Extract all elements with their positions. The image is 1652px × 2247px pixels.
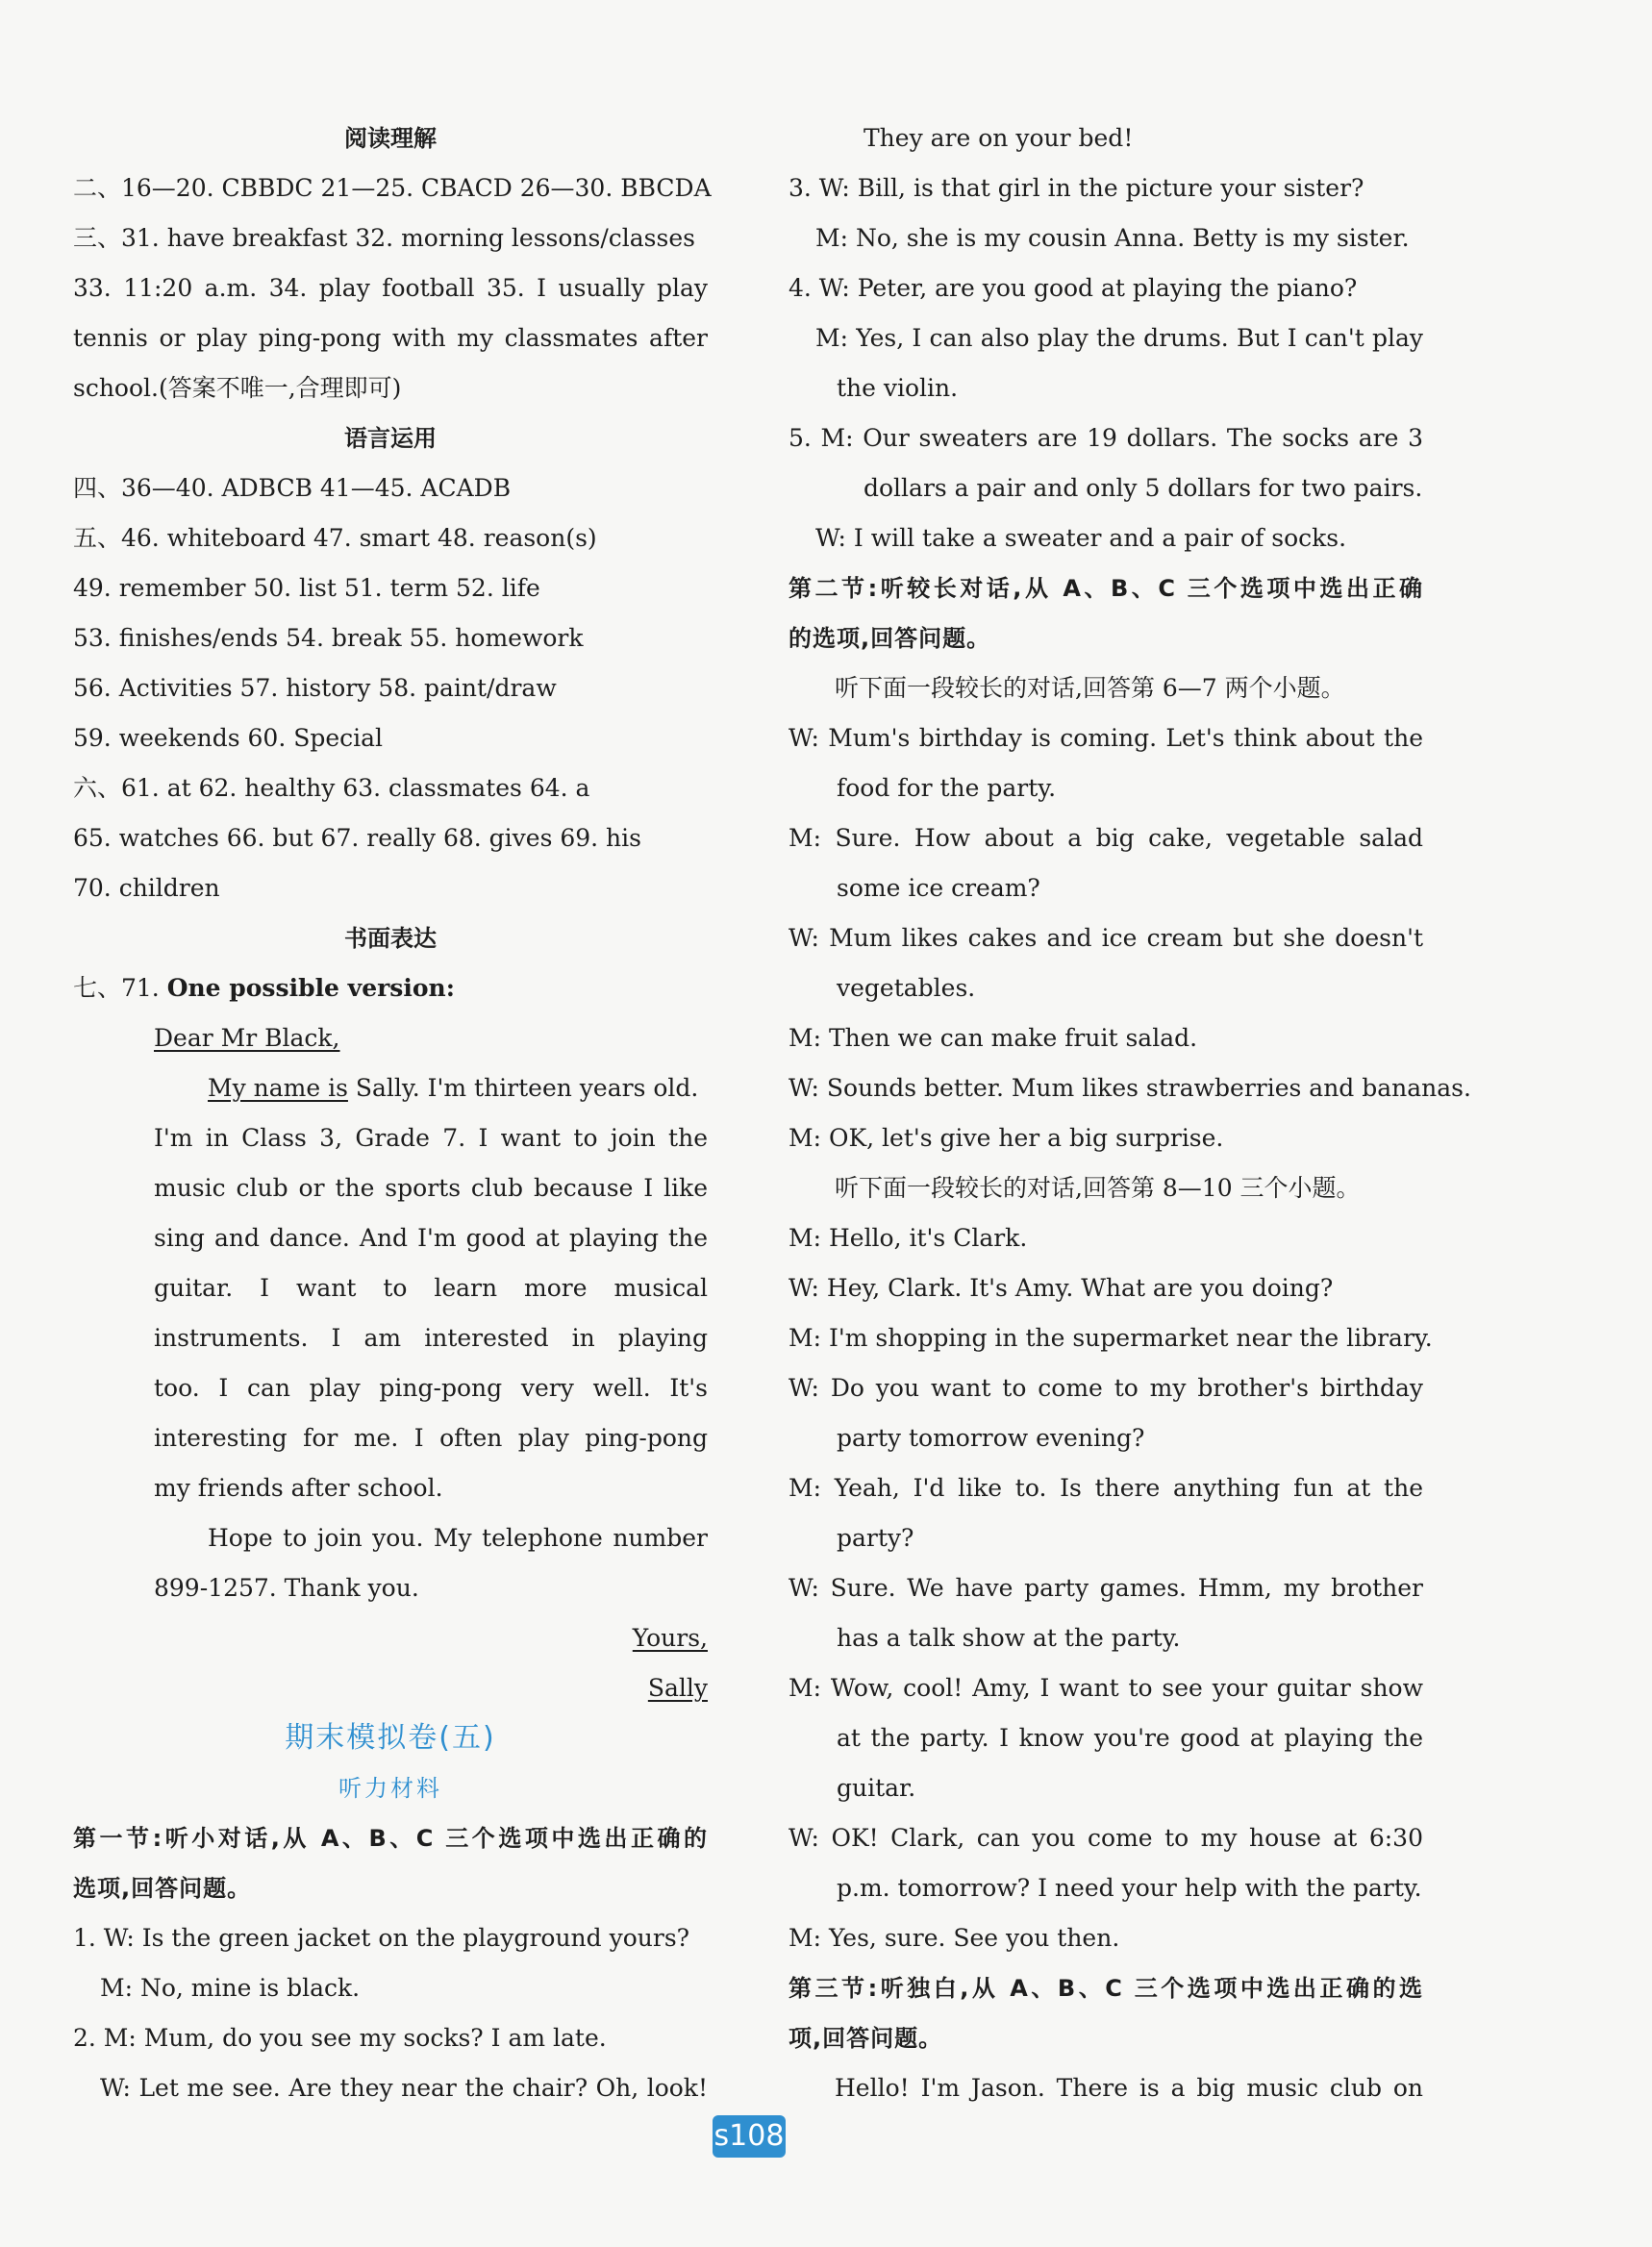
dialogue-line: 2. M: Mum, do you see my socks? I am late.	[73, 2024, 607, 2052]
page-number: s108	[713, 2115, 786, 2158]
letter-line: instruments. I am interested in playing	[154, 1324, 708, 1352]
answer-line: 53. finishes/ends 54. break 55. homework	[73, 624, 584, 652]
section-heading: 选项,回答问题。	[73, 1875, 252, 1902]
dialogue-line: dollars a pair and only 5 dollars for two pairs.	[864, 474, 1423, 502]
letter-line: I'm in Class 3, Grade 7. I want to join the	[154, 1124, 708, 1152]
letter-line: my friends after school.	[154, 1474, 443, 1502]
exam-title: 期末模拟卷(五)	[285, 1721, 496, 1755]
left-column	[73, 113, 712, 2113]
letter-line: sing and dance. And I'm good at playing the	[154, 1224, 708, 1252]
letter-closing	[73, 1613, 708, 1663]
section-heading: 第三节:听独白,从 A、B、C 三个选项中选出正确的选	[788, 1975, 1423, 2002]
dialogue-line: 1. W: Is the green jacket on the playground yours?	[73, 1924, 690, 1952]
answer-line: 56. Activities 57. history 58. paint/draw	[73, 674, 557, 702]
sample-version-label: One possible version:	[166, 974, 455, 1002]
answer-line: 49. remember 50. list 51. term 52. life	[73, 574, 540, 602]
dialogue-line: at the party. I know you're good at playing the	[837, 1724, 1423, 1752]
dialogue-line: M: I'm shopping in the supermarket near the library.	[788, 1324, 1433, 1352]
letter-line	[73, 1063, 708, 1113]
answer-line: 三、31. have breakfast 32. morning lessons/classes	[73, 224, 695, 252]
letter-closing-text: Yours,	[632, 1624, 708, 1652]
answer-line: school.(答案不唯一,合理即可)	[73, 374, 402, 402]
writing-answer-label	[73, 963, 708, 1013]
dialogue-line: guitar.	[837, 1774, 916, 1802]
reading-heading: 阅读理解	[344, 125, 437, 152]
dialogue-line: W: Mum likes cakes and ice cream but she doesn't	[788, 924, 1423, 952]
dialogue-line: M: Hello, it's Clark.	[788, 1224, 1028, 1252]
answer-line: 五、46. whiteboard 47. smart 48. reason(s)	[73, 524, 597, 552]
letter-line: 899-1257. Thank you.	[154, 1574, 419, 1602]
dialogue-line: some ice cream?	[837, 874, 1040, 902]
dialogue-line: M: Then we can make fruit salad.	[788, 1024, 1198, 1052]
dialogue-line: W: Hey, Clark. It's Amy. What are you doing?	[788, 1274, 1334, 1302]
dialogue-intro: 听下面一段较长的对话,回答第 6—7 两个小题。	[835, 674, 1345, 702]
dialogue-line: W: Sounds better. Mum likes strawberries and bananas.	[788, 1074, 1471, 1102]
dialogue-line: the violin.	[837, 374, 959, 402]
dialogue-line: M: OK, let's give her a big surprise.	[788, 1124, 1224, 1152]
underlined-phrase: My name is	[208, 1074, 348, 1102]
dialogue-line: W: Mum's birthday is coming. Let's think about the	[788, 724, 1423, 752]
dialogue-line: W: Let me see. Are they near the chair? Oh, look!	[100, 2074, 708, 2102]
letter-signature-text: Sally	[647, 1674, 708, 1702]
language-heading: 语言运用	[344, 425, 437, 452]
dialogue-line: M: Yes, sure. See you then.	[788, 1924, 1120, 1952]
dialogue-line: W: I will take a sweater and a pair of socks.	[815, 524, 1347, 552]
dialogue-line: They are on your bed!	[864, 124, 1134, 152]
letter-line: music club or the sports club because I like	[154, 1174, 708, 1202]
listening-title: 听力材料	[338, 1775, 442, 1802]
letter-greeting-text: Dear Mr Black,	[154, 1024, 340, 1052]
monologue-line: Hello! I'm Jason. There is a big music club on	[835, 2074, 1423, 2102]
dialogue-line: M: Yes, I can also play the drums. But I can't play	[815, 324, 1423, 352]
dialogue-line: W: Do you want to come to my brother's birthday	[788, 1374, 1423, 1402]
dialogue-line: M: No, she is my cousin Anna. Betty is my sister.	[815, 224, 1410, 252]
right-column	[788, 113, 1471, 2113]
writing-heading: 书面表达	[344, 925, 437, 952]
dialogue-line: W: OK! Clark, can you come to my house at 6:30	[788, 1824, 1423, 1852]
letter-line: Hope to join you. My telephone number	[208, 1524, 708, 1552]
question-number: 七、71.	[73, 974, 167, 1002]
dialogue-line: M: Wow, cool! Amy, I want to see your guitar show	[788, 1674, 1423, 1702]
letter-text: Sally. I'm thirteen years old.	[347, 1074, 699, 1102]
dialogue-line: 3. W: Bill, is that girl in the picture your sister?	[788, 174, 1364, 202]
answer-line: 70. children	[73, 874, 220, 902]
letter-line: guitar. I want to learn more musical	[154, 1274, 708, 1302]
dialogue-line: food for the party.	[837, 774, 1057, 802]
letter-greeting	[73, 1013, 708, 1063]
dialogue-line: p.m. tomorrow? I need your help with the party.	[837, 1874, 1422, 1902]
dialogue-line: 4. W: Peter, are you good at playing the piano?	[788, 274, 1358, 302]
dialogue-line: M: No, mine is black.	[100, 1974, 361, 2002]
dialogue-line: W: Sure. We have party games. Hmm, my brother	[788, 1574, 1423, 1602]
answer-line: tennis or play ping-pong with my classmates after	[73, 324, 708, 352]
answer-line: 65. watches 66. but 67. really 68. gives 69. his	[73, 824, 641, 852]
letter-line: too. I can play ping-pong very well. It's	[154, 1374, 708, 1402]
answer-line: 59. weekends 60. Special	[73, 724, 384, 752]
section-heading: 第二节:听较长对话,从 A、B、C 三个选项中选出正确	[788, 575, 1423, 602]
section-heading: 第一节:听小对话,从 A、B、C 三个选项中选出正确的	[73, 1825, 708, 1852]
answer-line: 二、16—20. CBBDC 21—25. CBACD 26—30. BBCDA	[73, 174, 712, 202]
dialogue-line: has a talk show at the party.	[837, 1624, 1181, 1652]
dialogue-line: vegetables.	[837, 974, 976, 1002]
section-heading: 项,回答问题。	[788, 2025, 943, 2052]
dialogue-intro: 听下面一段较长的对话,回答第 8—10 三个小题。	[835, 1174, 1361, 1202]
letter-signature	[73, 1663, 708, 1713]
letter-line: interesting for me. I often play ping-pong	[154, 1424, 708, 1452]
dialogue-line: M: Sure. How about a big cake, vegetable salad	[788, 824, 1423, 852]
dialogue-line: M: Yeah, I'd like to. Is there anything fun at the	[788, 1474, 1423, 1502]
answer-line: 四、36—40. ADBCB 41—45. ACADB	[73, 474, 512, 502]
dialogue-line: party tomorrow evening?	[837, 1424, 1145, 1452]
answer-line: 六、61. at 62. healthy 63. classmates 64. a	[73, 774, 590, 802]
answer-line: 33. 11:20 a.m. 34. play football 35. I usually play	[73, 274, 708, 302]
dialogue-line: 5. M: Our sweaters are 19 dollars. The socks are 3	[788, 424, 1423, 452]
section-heading: 的选项,回答问题。	[788, 625, 991, 652]
dialogue-line: party?	[837, 1524, 914, 1552]
